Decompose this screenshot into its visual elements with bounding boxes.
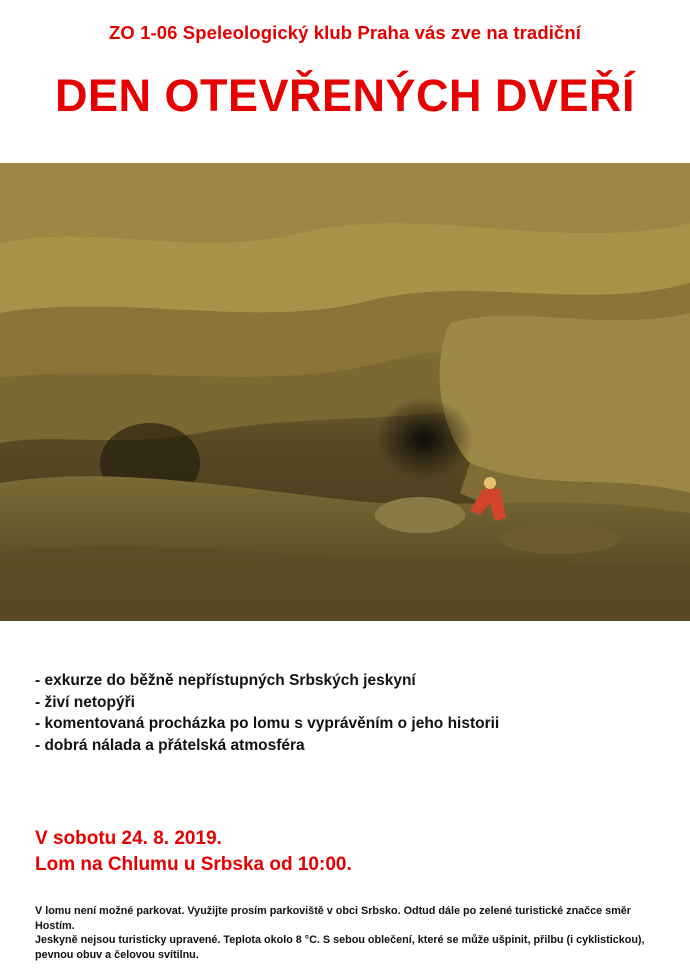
cave-photo-illustration xyxy=(0,163,690,621)
equipment-note: Jeskyně nejsou turisticky upravené. Teplota okolo 8 °C. S sebou oblečení, které se může ušpinit, přilbu (i cyklistickou), pevnou obuv a čelovou svítilnu. xyxy=(35,934,645,961)
list-item: - dobrá nálada a přátelská atmosféra xyxy=(35,736,305,754)
cave-photo: Česká speleologická společnost ZO 1-06 Speleologický klub Praha xyxy=(0,163,690,621)
list-item: - živí netopýři xyxy=(35,693,135,711)
parking-note: V lomu není možné parkovat. Využijte prosím parkoviště v obci Srbsko. Odtud dále po zelené turistické značce směr Hostím. xyxy=(35,905,632,932)
program-list xyxy=(35,670,499,756)
event-info xyxy=(35,826,352,878)
list-item: - komentovaná procházka po lomu s vyprávěním o jeho historii xyxy=(35,715,500,732)
event-place: Lom na Chlumu u Srbska od 10:00. xyxy=(35,854,352,875)
invitation-subtitle: ZO 1-06 Speleologický klub Praha vás zve na tradiční xyxy=(109,22,581,43)
list-item: - exkurze do běžně nepřístupných Srbských jeskyní xyxy=(35,672,416,689)
practical-notes xyxy=(35,904,665,962)
poster-title: DEN OTEVŘENÝCH DVEŘÍ xyxy=(54,70,636,121)
event-date: V sobotu 24. 8. 2019. xyxy=(35,828,222,849)
